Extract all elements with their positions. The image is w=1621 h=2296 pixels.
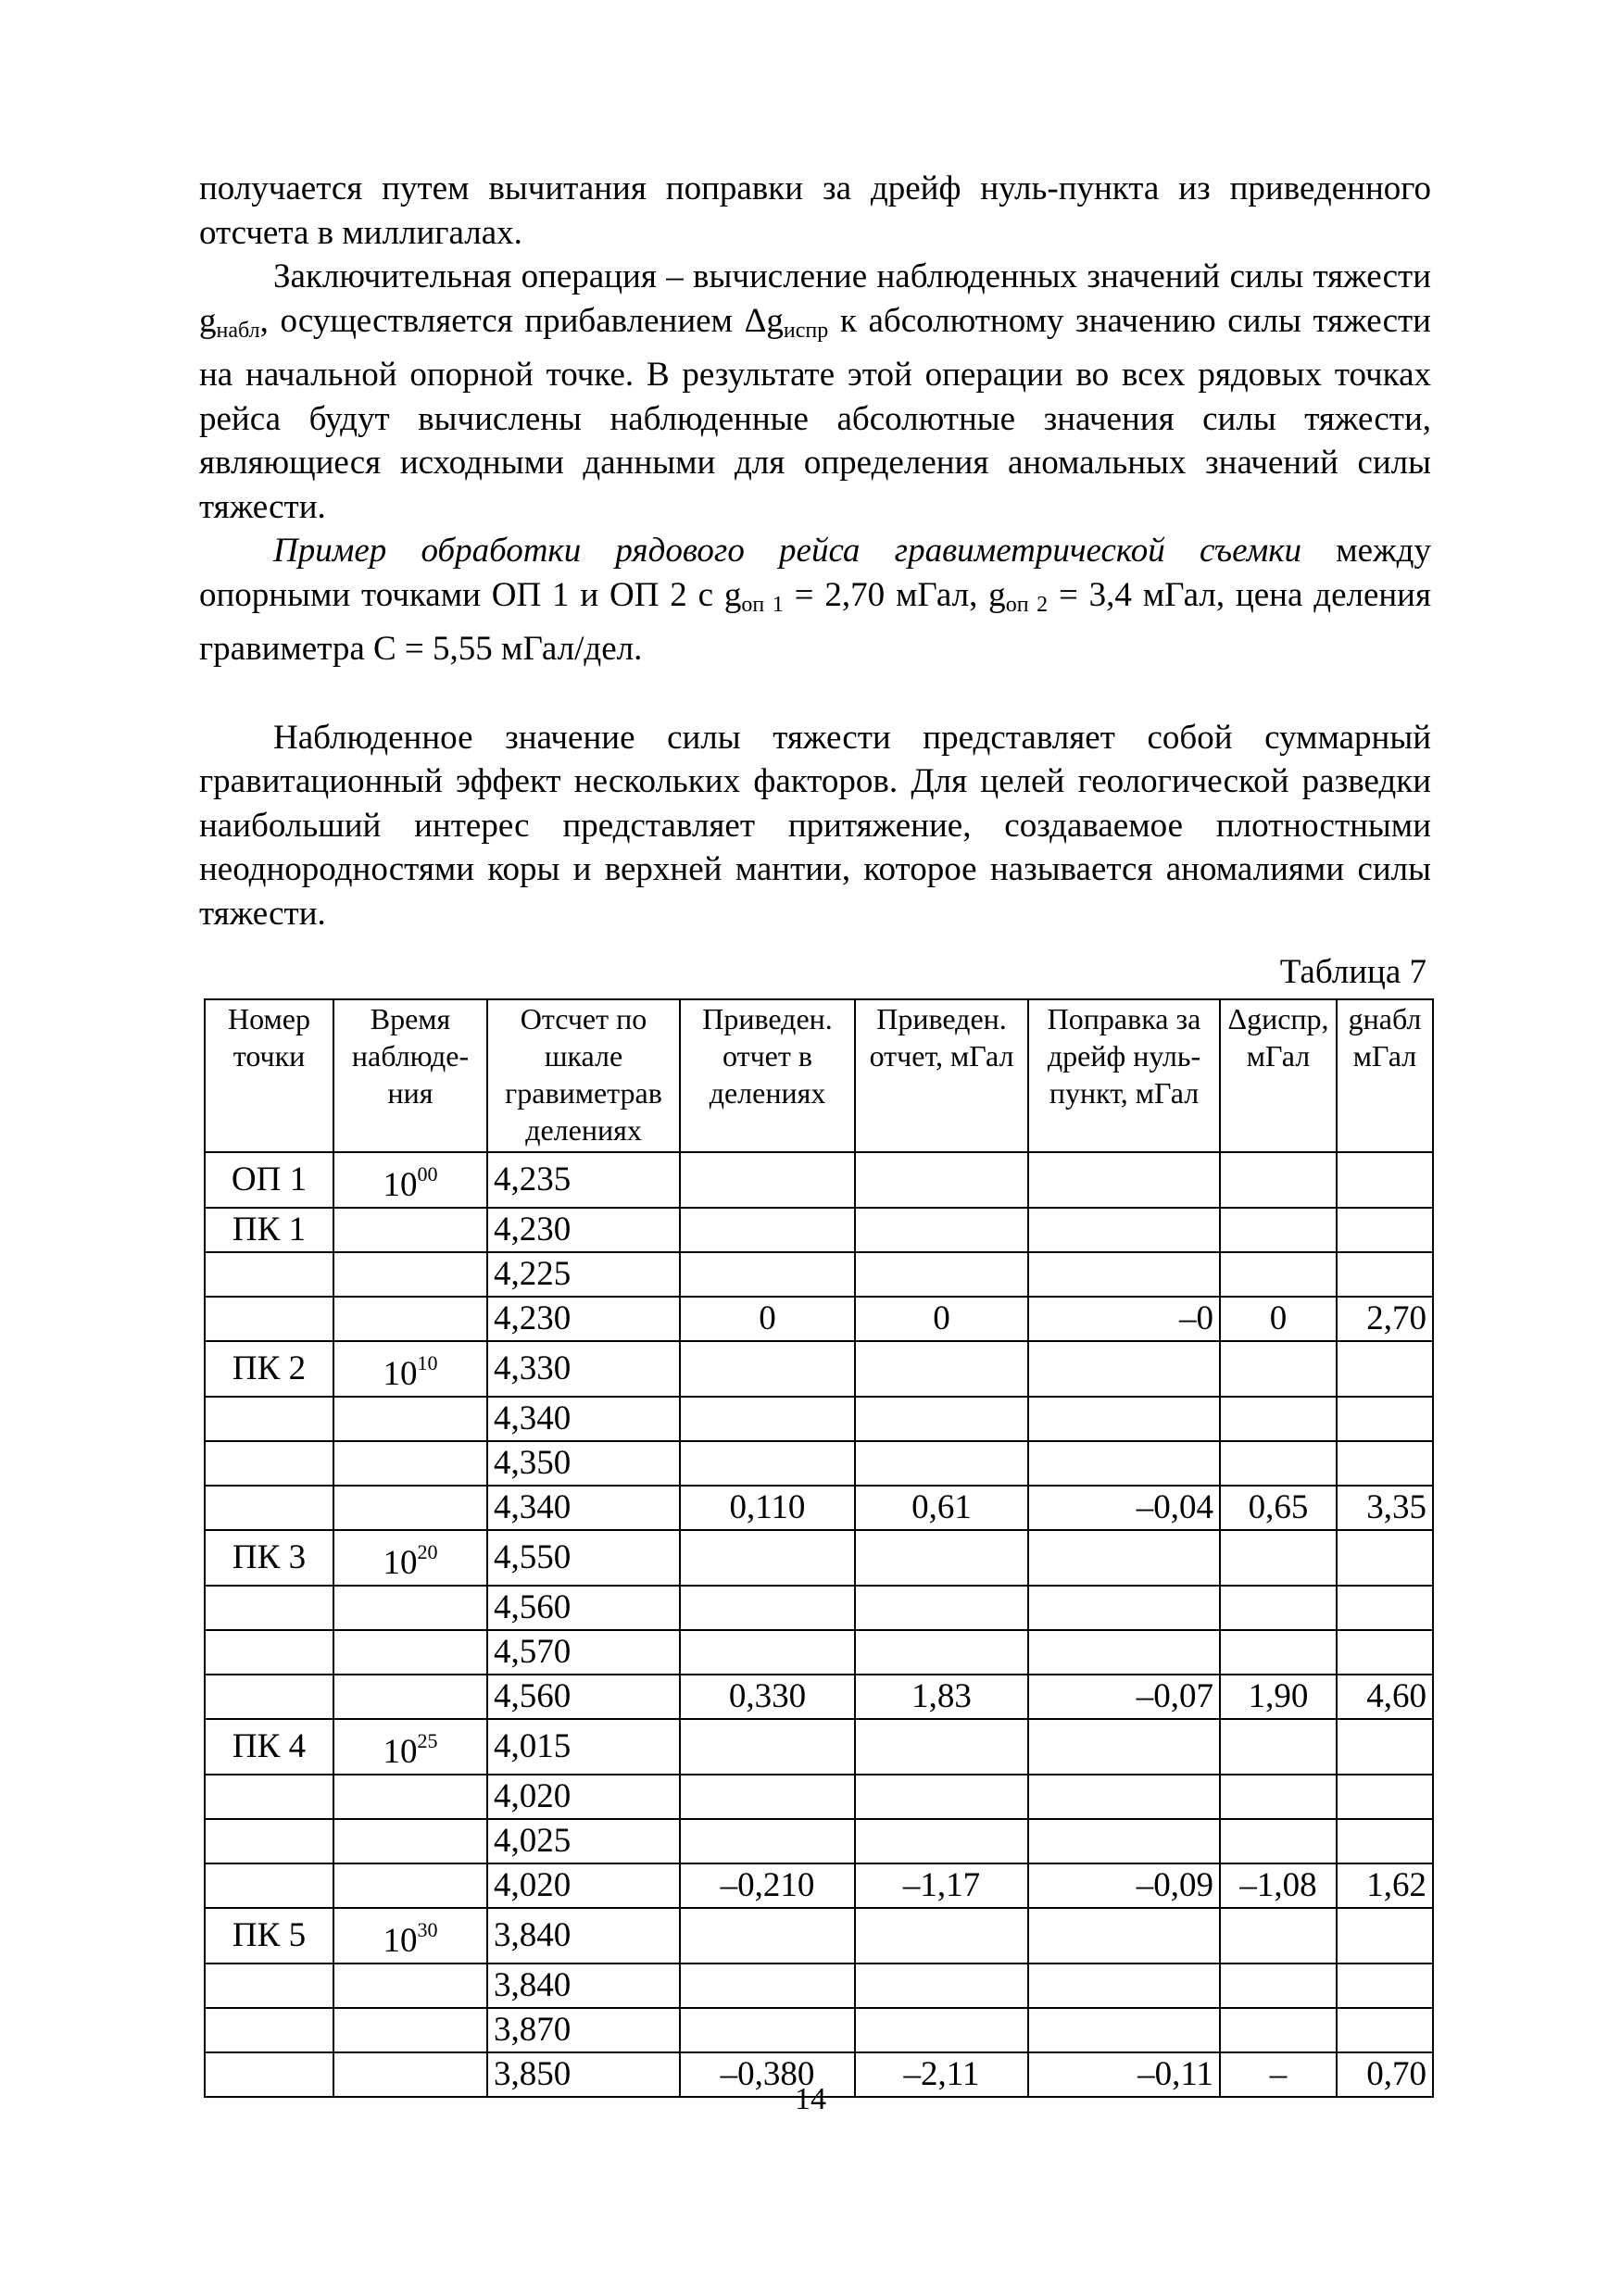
- cell-drift: –0,07: [1028, 1675, 1220, 1719]
- cell-dg: [1220, 1397, 1337, 1441]
- cell-reduced-mgal: [855, 1152, 1028, 1208]
- table-row: [205, 1775, 1433, 1819]
- table-row: [205, 1397, 1433, 1441]
- cell-point: ОП 1: [205, 1152, 333, 1208]
- cell-dg: [1220, 1775, 1337, 1819]
- cell-reduced-mgal: [855, 1719, 1028, 1775]
- cell-time: [333, 1863, 487, 1908]
- cell-reduced-div: [680, 1586, 855, 1630]
- cell-dg: [1220, 1341, 1337, 1397]
- cell-reduced-div: –0,380: [680, 2052, 855, 2097]
- cell-drift: [1028, 1964, 1220, 2008]
- cell-drift: [1028, 1441, 1220, 1486]
- cell-drift: [1028, 1208, 1220, 1252]
- cell-dg: [1220, 1630, 1337, 1675]
- time-minutes: 10: [417, 1351, 438, 1374]
- cell-reduced-mgal: –2,11: [855, 2052, 1028, 2097]
- cell-g: [1337, 1252, 1433, 1297]
- paragraph-3: [199, 529, 1431, 671]
- cell-dg: [1220, 1586, 1337, 1630]
- cell-drift: [1028, 1819, 1220, 1863]
- cell-reduced-div: [680, 1152, 855, 1208]
- cell-reduced-mgal: 0: [855, 1297, 1028, 1341]
- cell-point: [205, 1252, 333, 1297]
- cell-dg: [1220, 1530, 1337, 1586]
- table-row: [205, 1586, 1433, 1630]
- cell-drift: [1028, 1719, 1220, 1775]
- cell-point: [205, 1863, 333, 1908]
- header-reduced-mgal: Приведен. отчет, мГал: [855, 999, 1028, 1152]
- cell-g: [1337, 1719, 1433, 1775]
- cell-time: [333, 1964, 487, 2008]
- cell-g: 3,35: [1337, 1486, 1433, 1530]
- time-minutes: 25: [417, 1729, 438, 1752]
- cell-drift: [1028, 1152, 1220, 1208]
- cell-reduced-div: 0: [680, 1297, 855, 1341]
- cell-reduced-div: [680, 1964, 855, 2008]
- cell-dg: 0,65: [1220, 1486, 1337, 1530]
- cell-reduced-mgal: 0,61: [855, 1486, 1028, 1530]
- time-hours: 10: [383, 1544, 418, 1582]
- cell-reading: 4,225: [487, 1252, 680, 1297]
- cell-drift: [1028, 1586, 1220, 1630]
- cell-reading: 4,020: [487, 1863, 680, 1908]
- cell-reduced-div: [680, 1908, 855, 1964]
- page-number: 14: [795, 2082, 826, 2116]
- cell-time: [333, 1486, 487, 1530]
- paragraph-2-text-a: Заключительная операция – вычисление наблюденных значений силы тяжести g: [199, 257, 1431, 340]
- subscript-ispr: испр: [783, 318, 829, 343]
- cell-dg: [1220, 1908, 1337, 1964]
- cell-reading: 4,230: [487, 1208, 680, 1252]
- cell-drift: [1028, 1397, 1220, 1441]
- cell-g: 1,62: [1337, 1863, 1433, 1908]
- cell-g: [1337, 1208, 1433, 1252]
- cell-reading: 4,025: [487, 1819, 680, 1863]
- header-time: Время наблюде-ния: [333, 999, 487, 1152]
- cell-dg: [1220, 1964, 1337, 2008]
- cell-time: [333, 1152, 487, 1208]
- cell-drift: –0: [1028, 1297, 1220, 1341]
- cell-reduced-div: [680, 1441, 855, 1486]
- cell-reduced-mgal: 1,83: [855, 1675, 1028, 1719]
- table-row: [205, 1630, 1433, 1675]
- cell-dg: [1220, 1819, 1337, 1863]
- cell-g: 0,70: [1337, 2052, 1433, 2097]
- cell-reading: 4,340: [487, 1397, 680, 1441]
- table-row: [205, 1208, 1433, 1252]
- cell-reading: 3,850: [487, 2052, 680, 2097]
- cell-time: [333, 1586, 487, 1630]
- header-reading: Отсчет по шкале гравиметрав делениях: [487, 999, 680, 1152]
- cell-reduced-div: –0,210: [680, 1863, 855, 1908]
- cell-g: [1337, 1775, 1433, 1819]
- cell-dg: [1220, 1208, 1337, 1252]
- time-hours: 10: [383, 1733, 418, 1771]
- cell-reduced-div: [680, 1252, 855, 1297]
- cell-dg: –: [1220, 2052, 1337, 2097]
- cell-time: [333, 1908, 487, 1964]
- cell-point: [205, 1441, 333, 1486]
- cell-reduced-mgal: [855, 1530, 1028, 1586]
- cell-reduced-mgal: –1,17: [855, 1863, 1028, 1908]
- table-caption: Таблица 7: [1279, 953, 1426, 991]
- cell-time: [333, 1297, 487, 1341]
- cell-reading: 3,840: [487, 1908, 680, 1964]
- cell-dg: 1,90: [1220, 1675, 1337, 1719]
- cell-time: [333, 2008, 487, 2052]
- cell-reduced-div: [680, 1530, 855, 1586]
- cell-drift: –0,04: [1028, 1486, 1220, 1530]
- cell-g: [1337, 1908, 1433, 1964]
- cell-point: [205, 1486, 333, 1530]
- cell-reduced-div: 0,110: [680, 1486, 855, 1530]
- cell-reading: 4,350: [487, 1441, 680, 1486]
- cell-reduced-div: [680, 2008, 855, 2052]
- cell-point: [205, 1297, 333, 1341]
- table-row: [205, 1964, 1433, 2008]
- paragraph-2: [199, 255, 1431, 529]
- header-dg: Δgиспр, мГал: [1220, 999, 1337, 1152]
- cell-g: [1337, 1819, 1433, 1863]
- time-hours: 10: [383, 1166, 418, 1204]
- cell-reduced-div: [680, 1208, 855, 1252]
- cell-dg: [1220, 1719, 1337, 1775]
- table-row: [205, 1819, 1433, 1863]
- table-header-row: [205, 999, 1433, 1152]
- paragraph-3-text-a: между опорными точками ОП 1 и ОП 2 с g: [199, 532, 1431, 614]
- cell-reduced-mgal: [855, 1964, 1028, 2008]
- cell-reading: 4,560: [487, 1586, 680, 1630]
- cell-time: [333, 1208, 487, 1252]
- cell-point: [205, 1775, 333, 1819]
- cell-g: 2,70: [1337, 1297, 1433, 1341]
- cell-g: [1337, 1586, 1433, 1630]
- cell-reduced-mgal: [855, 1397, 1028, 1441]
- cell-point: ПК 4: [205, 1719, 333, 1775]
- table-row: [205, 1252, 1433, 1297]
- cell-drift: [1028, 1530, 1220, 1586]
- table-row: [205, 1486, 1433, 1530]
- cell-reading: 4,550: [487, 1530, 680, 1586]
- example-heading: Пример обработки рядового рейса гравиметрической съемки: [273, 532, 1302, 570]
- cell-dg: [1220, 1441, 1337, 1486]
- cell-reading: 4,020: [487, 1775, 680, 1819]
- cell-point: ПК 5: [205, 1908, 333, 1964]
- cell-point: ПК 2: [205, 1341, 333, 1397]
- cell-reading: 4,570: [487, 1630, 680, 1675]
- cell-drift: [1028, 2008, 1220, 2052]
- cell-drift: [1028, 1341, 1220, 1397]
- cell-reduced-div: [680, 1397, 855, 1441]
- body-text: [199, 167, 1431, 935]
- cell-dg: [1220, 2008, 1337, 2052]
- cell-point: ПК 3: [205, 1530, 333, 1586]
- cell-reduced-mgal: [855, 1586, 1028, 1630]
- cell-time: [333, 1397, 487, 1441]
- cell-time: [333, 1252, 487, 1297]
- table-row: [205, 1863, 1433, 1908]
- cell-time: [333, 1441, 487, 1486]
- cell-reduced-mgal: [855, 2008, 1028, 2052]
- table-row: [205, 2008, 1433, 2052]
- cell-reduced-mgal: [855, 1775, 1028, 1819]
- cell-reduced-div: [680, 1719, 855, 1775]
- cell-reading: 4,235: [487, 1152, 680, 1208]
- cell-drift: [1028, 1775, 1220, 1819]
- cell-time: [333, 2052, 487, 2097]
- subscript-op1: оп 1: [741, 592, 784, 617]
- header-reduced-div: Приведен. отчет в делениях: [680, 999, 855, 1152]
- cell-point: [205, 1964, 333, 2008]
- cell-reduced-mgal: [855, 1341, 1028, 1397]
- cell-dg: –1,08: [1220, 1863, 1337, 1908]
- cell-dg: [1220, 1252, 1337, 1297]
- time-minutes: 30: [417, 1918, 438, 1941]
- subscript-op2: оп 2: [1005, 592, 1049, 617]
- time-hours: 10: [383, 1922, 418, 1960]
- cell-g: [1337, 1441, 1433, 1486]
- time-minutes: 00: [417, 1162, 438, 1186]
- cell-reading: 4,230: [487, 1297, 680, 1341]
- cell-reading: 3,840: [487, 1964, 680, 2008]
- cell-time: [333, 1719, 487, 1775]
- table-row: [205, 1908, 1433, 1964]
- paragraph-4: Наблюденное значение силы тяжести представляет собой суммарный гравитационный эффект нескольких факторов. Для целей геологической разведки наибольший интерес представляет притяжение, создаваемое плотностными неоднородностями коры и верхней мантии, которое называется аномалиями силы тяжести.: [199, 718, 1431, 933]
- cell-drift: [1028, 1630, 1220, 1675]
- header-drift: Поправка за дрейф нуль-пункт, мГал: [1028, 999, 1220, 1152]
- header-point: Номер точки: [205, 999, 333, 1152]
- table-row: [205, 1675, 1433, 1719]
- cell-time: [333, 1341, 487, 1397]
- cell-reading: 4,330: [487, 1341, 680, 1397]
- cell-drift: –0,09: [1028, 1863, 1220, 1908]
- cell-time: [333, 1775, 487, 1819]
- time-hours: 10: [383, 1355, 418, 1393]
- cell-dg: 0: [1220, 1297, 1337, 1341]
- cell-g: [1337, 1630, 1433, 1675]
- cell-time: [333, 1630, 487, 1675]
- cell-point: [205, 2052, 333, 2097]
- paragraph-1: получается путем вычитания поправки за дрейф нуль-пункта из приведенного отсчета в миллигалах.: [199, 169, 1431, 252]
- cell-reading: 4,340: [487, 1486, 680, 1530]
- cell-reduced-div: [680, 1819, 855, 1863]
- cell-point: [205, 1675, 333, 1719]
- table-row: [205, 1152, 1433, 1208]
- table-row: [205, 1530, 1433, 1586]
- data-table: [204, 998, 1434, 2098]
- table-row: [205, 1441, 1433, 1486]
- cell-point: [205, 1630, 333, 1675]
- paragraph-3-text-c: = 3,4 мГал, цена деления гравиметра С = 5,55 мГал/дел.: [199, 575, 1431, 668]
- cell-point: [205, 1586, 333, 1630]
- cell-reading: 4,015: [487, 1719, 680, 1775]
- cell-reading: 4,560: [487, 1675, 680, 1719]
- cell-g: [1337, 1152, 1433, 1208]
- cell-drift: [1028, 1252, 1220, 1297]
- cell-reduced-div: [680, 1630, 855, 1675]
- subscript-nabl: набл: [216, 318, 260, 343]
- paragraph-2-text-b: , осуществляется прибавлением Δg: [259, 301, 784, 340]
- cell-reduced-mgal: [855, 1441, 1028, 1486]
- cell-time: [333, 1675, 487, 1719]
- header-g: gнабл мГал: [1337, 999, 1433, 1152]
- cell-g: [1337, 1964, 1433, 2008]
- cell-time: [333, 1530, 487, 1586]
- cell-point: [205, 2008, 333, 2052]
- cell-point: [205, 1819, 333, 1863]
- cell-drift: –0,11: [1028, 2052, 1220, 2097]
- cell-reduced-div: [680, 1341, 855, 1397]
- cell-reduced-mgal: [855, 1908, 1028, 1964]
- table-row: [205, 1719, 1433, 1775]
- cell-g: [1337, 1530, 1433, 1586]
- cell-reduced-mgal: [855, 1630, 1028, 1675]
- paragraph-3-text-b: = 2,70 мГал, g: [783, 575, 1006, 614]
- cell-reduced-mgal: [855, 1208, 1028, 1252]
- cell-reduced-mgal: [855, 1819, 1028, 1863]
- table-row: [205, 1341, 1433, 1397]
- cell-time: [333, 1819, 487, 1863]
- cell-reduced-div: 0,330: [680, 1675, 855, 1719]
- paragraph-2-text-c: к абсолютному значению силы тяжести на начальной опорной точке. В результате этой операции во всех рядовых точках рейса будут вычислены наблюденные абсолютные значения силы тяжести, являющиеся исходными данными для определения аномальных значений силы тяжести.: [199, 301, 1431, 526]
- cell-reading: 3,870: [487, 2008, 680, 2052]
- cell-reduced-div: [680, 1775, 855, 1819]
- cell-g: [1337, 2008, 1433, 2052]
- time-minutes: 20: [417, 1540, 438, 1563]
- cell-g: [1337, 1341, 1433, 1397]
- cell-point: ПК 1: [205, 1208, 333, 1252]
- cell-dg: [1220, 1152, 1337, 1208]
- cell-reduced-mgal: [855, 1252, 1028, 1297]
- table-row: [205, 1297, 1433, 1341]
- cell-drift: [1028, 1908, 1220, 1964]
- cell-g: [1337, 1397, 1433, 1441]
- cell-point: [205, 1397, 333, 1441]
- cell-g: 4,60: [1337, 1675, 1433, 1719]
